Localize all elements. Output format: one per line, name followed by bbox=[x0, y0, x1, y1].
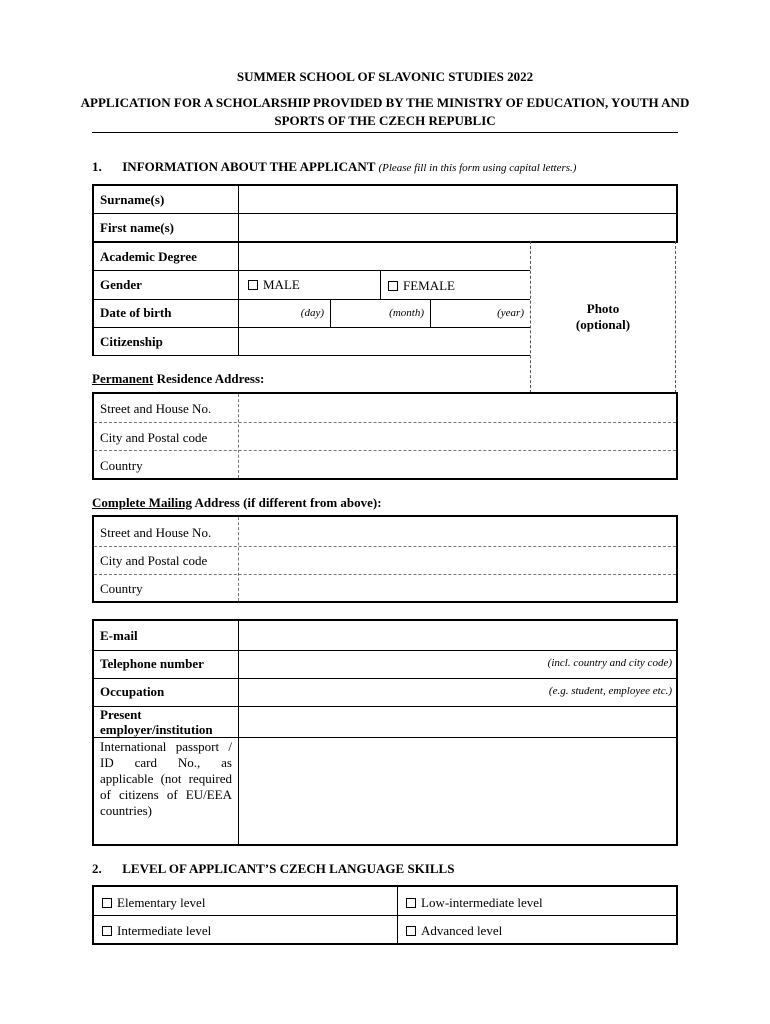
low-intermediate-label: Low-intermediate level bbox=[421, 895, 543, 910]
employer-label: Present employer/institution bbox=[100, 707, 213, 737]
passport-note: (not required of citizens of EU/EEA countries) bbox=[100, 771, 232, 818]
perm-city-field[interactable] bbox=[240, 423, 676, 449]
contact-table bbox=[92, 619, 678, 846]
perm-street-label: Street and House No. bbox=[100, 401, 212, 416]
elementary-label: Elementary level bbox=[117, 895, 206, 910]
email-label: E-mail bbox=[100, 628, 138, 643]
passport-field[interactable] bbox=[240, 738, 676, 844]
female-checkbox[interactable] bbox=[388, 281, 398, 291]
mailing-rest: Address (if different from above): bbox=[192, 495, 382, 510]
degree-field[interactable] bbox=[240, 244, 528, 269]
level-intermediate-option[interactable] bbox=[102, 923, 211, 939]
email-field[interactable] bbox=[240, 621, 676, 649]
gender-male-option[interactable] bbox=[248, 277, 300, 293]
form-subtitle: APPLICATION FOR A SCHOLARSHIP PROVIDED BY THE MINISTRY OF EDUCATION, YOUTH AND SPORTS OF THE CZECH REPUBLIC bbox=[80, 95, 690, 128]
section-1-number: 1. bbox=[92, 159, 102, 174]
surname-label: Surname(s) bbox=[100, 192, 165, 207]
section-2-heading bbox=[92, 861, 454, 877]
mail-city-field[interactable] bbox=[240, 547, 676, 573]
male-checkbox[interactable] bbox=[248, 280, 258, 290]
photo-label bbox=[530, 301, 676, 333]
elementary-checkbox[interactable] bbox=[102, 898, 112, 908]
mailing-address-heading bbox=[92, 495, 382, 511]
perm-city-label: City and Postal code bbox=[100, 430, 208, 445]
phone-label: Telephone number bbox=[100, 656, 204, 671]
first-name-label: First name(s) bbox=[100, 220, 175, 235]
section-2-title: LEVEL OF APPLICANT’S CZECH LANGUAGE SKILLS bbox=[122, 861, 455, 876]
permanent-rest: Residence Address: bbox=[153, 371, 265, 386]
level-advanced-option[interactable] bbox=[406, 923, 502, 939]
advanced-label: Advanced level bbox=[421, 923, 503, 938]
citizenship-label: Citizenship bbox=[100, 334, 163, 349]
passport-label-text: International passport / ID card No., as applicable bbox=[100, 739, 232, 786]
permanent-address-table bbox=[92, 392, 678, 480]
mail-street-field[interactable] bbox=[240, 517, 676, 545]
gender-label: Gender bbox=[100, 277, 142, 292]
male-label: MALE bbox=[263, 277, 300, 292]
permanent-underlined: Permanent bbox=[92, 371, 154, 386]
mail-city-label: City and Postal code bbox=[100, 553, 208, 568]
dob-label: Date of birth bbox=[100, 305, 172, 320]
phone-hint: (incl. country and city code) bbox=[547, 657, 672, 669]
permanent-address-heading bbox=[92, 371, 264, 387]
passport-label bbox=[100, 739, 232, 819]
section-1-title: INFORMATION ABOUT THE APPLICANT bbox=[122, 159, 376, 174]
personal-info-table bbox=[92, 184, 678, 393]
mailing-underlined: Complete Mailing bbox=[92, 495, 193, 510]
mail-country-label: Country bbox=[100, 581, 143, 596]
occupation-hint: (e.g. student, employee etc.) bbox=[548, 685, 672, 697]
employer-field[interactable] bbox=[240, 707, 676, 736]
dob-year-field[interactable]: (year) bbox=[497, 307, 524, 319]
mail-street-label: Street and House No. bbox=[100, 525, 212, 540]
female-label: FEMALE bbox=[403, 278, 455, 293]
gender-female-option[interactable] bbox=[388, 278, 455, 294]
intermediate-checkbox[interactable] bbox=[102, 926, 112, 936]
citizenship-field[interactable] bbox=[240, 329, 528, 354]
occupation-label: Occupation bbox=[100, 684, 165, 699]
level-elementary-option[interactable] bbox=[102, 895, 205, 911]
surname-field[interactable] bbox=[240, 186, 674, 212]
level-low-intermediate-option[interactable] bbox=[406, 895, 543, 911]
mailing-address-table bbox=[92, 515, 678, 603]
first-name-field[interactable] bbox=[240, 215, 674, 240]
section-1-hint: (Please fill in this form using capital letters.) bbox=[378, 162, 577, 174]
form-title: SUMMER SCHOOL OF SLAVONIC STUDIES 2022 bbox=[236, 69, 534, 84]
mail-country-field[interactable] bbox=[240, 575, 676, 601]
section-1-heading bbox=[92, 159, 576, 175]
degree-label: Academic Degree bbox=[100, 249, 197, 264]
intermediate-label: Intermediate level bbox=[117, 923, 212, 938]
perm-country-field[interactable] bbox=[240, 451, 676, 478]
low-intermediate-checkbox[interactable] bbox=[406, 898, 416, 908]
language-levels-table bbox=[92, 885, 678, 945]
section-2-number: 2. bbox=[92, 861, 102, 876]
dob-day-field[interactable]: (day) bbox=[300, 307, 324, 319]
perm-street-field[interactable] bbox=[240, 394, 676, 421]
header-divider bbox=[92, 132, 678, 133]
advanced-checkbox[interactable] bbox=[406, 926, 416, 936]
photo-label-line1: Photo bbox=[586, 301, 620, 316]
perm-country-label: Country bbox=[100, 458, 143, 473]
photo-label-line2: (optional) bbox=[575, 317, 631, 332]
dob-month-field[interactable]: (month) bbox=[389, 307, 424, 319]
